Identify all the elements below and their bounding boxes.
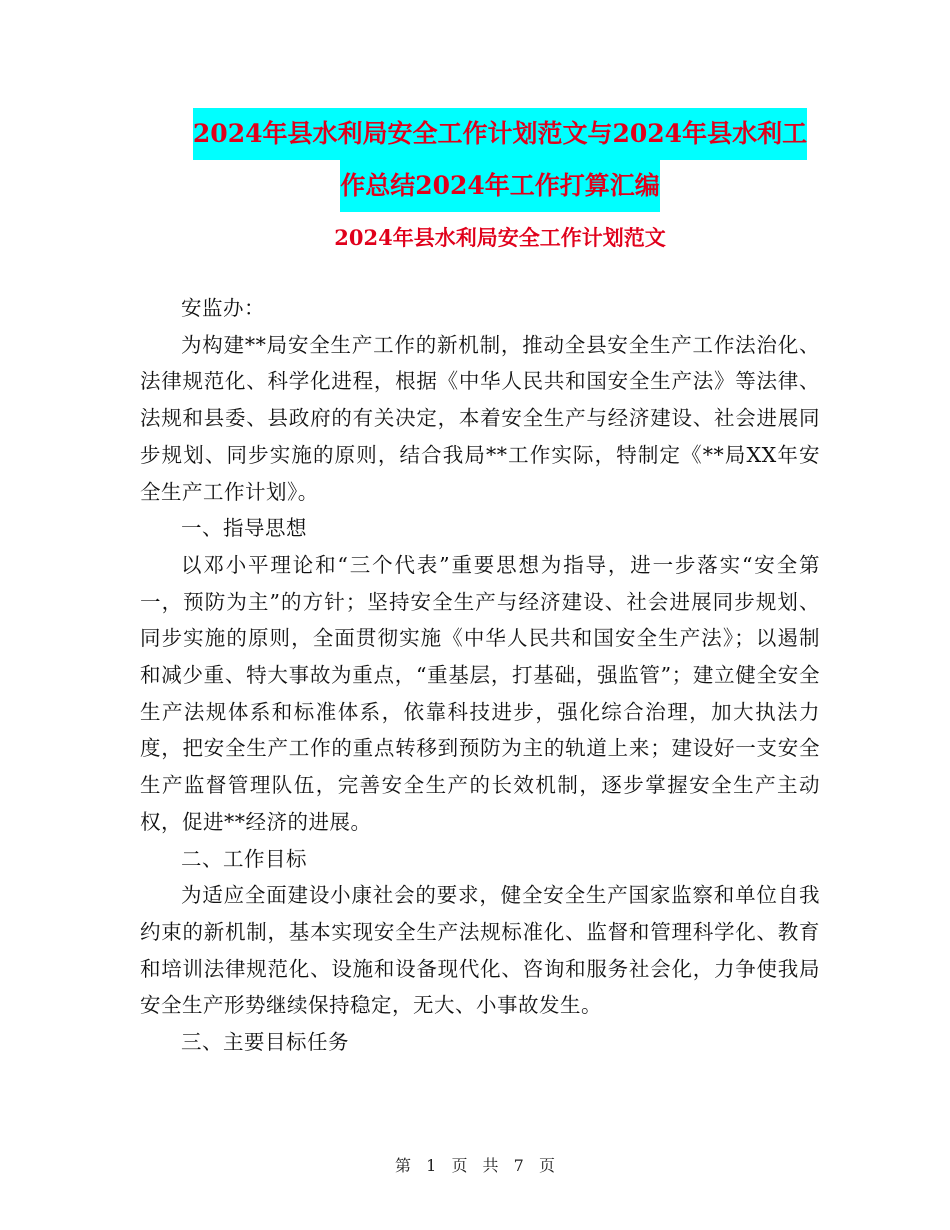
heading-work-goals: 二、工作目标 [181,846,307,871]
footer-current-page: 1 [426,1156,437,1175]
footer-label-unit-2: 页 [538,1156,555,1175]
section-title: 2024年县水利局安全工作计划范文 [334,225,666,250]
paragraph-salutation: 安监办： [181,296,265,320]
footer-label-unit: 页 [451,1156,468,1175]
title-line-1: 2024年县水利局安全工作计划范文与2024年县水利工 [193,108,807,160]
paragraph-work-goals: 为适应全面建设小康社会的要求，健全安全生产国家监察和单位自我约束的新机制，基本实现安全生产法规标准化、监督和管理科学化、教育和培训法律规范化、设施和设备现代化、咨询和服务社会化，力争使我局安全生产形势继续保持稳定，无大、小事故发生。 [140,883,820,1018]
page-footer [0,1154,950,1178]
footer-total-pages: 7 [513,1156,524,1175]
footer-label-page: 第 [395,1156,412,1175]
heading-main-tasks: 三、主要目标任务 [181,1030,349,1055]
title-line-2: 作总结2024年工作打算汇编 [340,160,660,212]
paragraph-intro: 为构建**局安全生产工作的新机制，推动全县安全生产工作法治化、法律规范化、科学化进程，根据《中华人民共和国安全生产法》等法律、法规和县委、县政府的有关决定，本着安全生产与经济建设、社会进展同步规划、同步实施的原则，结合我局**工作实际，特制定《**局XX年安全生产工作计划》。 [140,332,820,504]
document-body [140,290,820,1061]
paragraph-guiding-ideology: 以邓小平理论和“三个代表”重要思想为指导，进一步落实“安全第一，预防为主”的方针；坚持安全生产与经济建设、社会进展同步规划、同步实施的原则，全面贯彻实施《中华人民共和国安全生产法》；以遏制和减少重、特大事故为重点，“重基层，打基础，强监管”；建立健全安全生产法规体系和标准体系，依靠科技进步，强化综合治理，加大执法力度，把安全生产工作的重点转移到预防为主的轨道上来；建设好一支安全生产监督管理队伍，完善安全生产的长效机制，逐步掌握安全生产主动权，促进**经济的进展。 [140,552,820,834]
document-title [140,108,860,212]
footer-label-total: 共 [482,1156,499,1175]
heading-guiding-ideology: 一、指导思想 [181,516,307,541]
